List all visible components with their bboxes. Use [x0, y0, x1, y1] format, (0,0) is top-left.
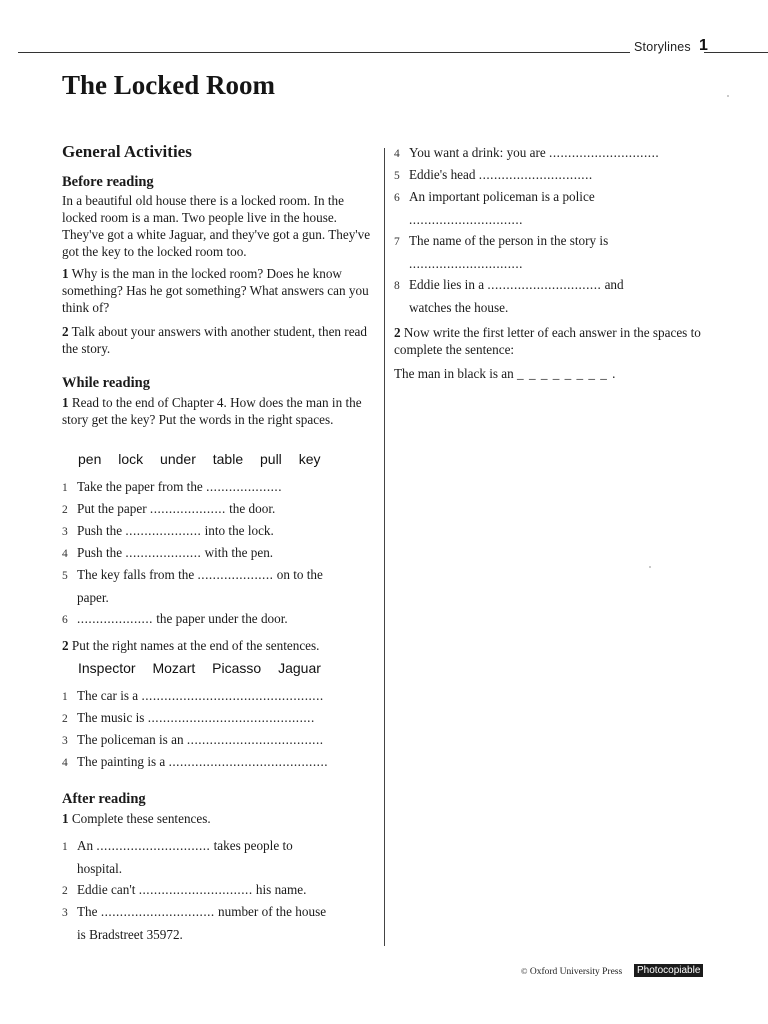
word-bank-1	[78, 451, 333, 468]
list-item: 2 The music is ............................................	[62, 710, 315, 725]
header-rule-right	[704, 52, 768, 53]
copyright-icon: ©	[521, 966, 528, 976]
task-number: 1	[62, 811, 69, 826]
series-label: Storylines	[634, 40, 691, 54]
final-sentence-text: The man in black is an	[394, 366, 514, 381]
before-reading-heading: Before reading	[62, 174, 154, 190]
list-item: 5 The key falls from the .................... on to the paper.	[62, 567, 323, 605]
publisher-name: Oxford University Press	[529, 967, 623, 977]
word-bank-word: under	[160, 451, 196, 467]
task-text: Put the right names at the end of the sentences.	[71, 638, 320, 653]
before-reading-task-1	[62, 265, 377, 316]
list-item: 6 An important policeman is a police ..............................	[394, 189, 595, 227]
list-item: 4 Push the .................... with the pen.	[62, 545, 274, 560]
final-sentence	[394, 365, 709, 382]
before-reading-intro: In a beautiful old house there is a locked room. In the locked room is a man. Two people live in the house. They've got a white Jaguar, and they've got a gun. They've got the key to the locked room too.	[62, 193, 371, 259]
word-bank-word: pull	[260, 451, 282, 467]
while-reading-task-1	[62, 394, 377, 428]
word-bank-word: Mozart	[152, 660, 196, 676]
word-bank-2	[78, 660, 334, 677]
word-bank-word: Inspector	[78, 660, 136, 676]
task-number: 2	[62, 638, 69, 653]
word-bank-word: Picasso	[212, 660, 262, 676]
while-reading-task-2	[62, 637, 377, 654]
scan-speck	[727, 95, 729, 97]
right-task-2	[394, 324, 709, 358]
after-reading-task-1	[62, 810, 377, 827]
list-item: 3 The policeman is an ....................................	[62, 732, 324, 747]
task-number: 1	[62, 395, 69, 410]
task-number: 1	[62, 266, 69, 281]
photocopiable-badge: Photocopiable	[634, 964, 703, 977]
list-item: 2 Eddie can't .............................. his name.	[62, 882, 307, 897]
word-bank-word: key	[298, 451, 321, 467]
page-title: The Locked Room	[62, 70, 276, 100]
list-item: 4 You want a drink: you are .............................	[394, 145, 660, 160]
task-text: Now write the first letter of each answer in the spaces to complete the sentence:	[394, 325, 701, 357]
list-item: 5 Eddie's head ..............................	[394, 167, 593, 182]
series-level-number: 1	[699, 37, 708, 54]
scan-speck	[649, 566, 651, 568]
task-text: Talk about your answers with another student, then read the story.	[62, 324, 368, 356]
list-item: 4 The painting is a ..........................................	[62, 754, 329, 769]
list-item: 2 Put the paper .................... the door.	[62, 501, 276, 516]
word-bank-word: Jaguar	[278, 660, 321, 676]
list-item: 6 .................... the paper under the door.	[62, 611, 288, 626]
list-item: 1 An .............................. takes people to hospital.	[62, 838, 293, 876]
final-sentence-blanks: _ _ _ _ _ _ _ _ .	[517, 366, 617, 381]
list-item: 1 Take the paper from the ....................	[62, 479, 282, 494]
task-number: 2	[62, 324, 69, 339]
word-bank-word: lock	[118, 451, 144, 467]
list-item: 3 The .............................. number of the house is Bradstreet 35972.	[62, 904, 327, 942]
after-reading-heading: After reading	[62, 791, 146, 807]
task-text: Read to the end of Chapter 4. How does the man in the story get the key? Put the words in the right spaces.	[62, 395, 362, 427]
footer-publisher	[521, 966, 622, 977]
list-item: 1 The car is a ................................................	[62, 688, 324, 703]
task-number: 2	[394, 325, 401, 340]
word-bank-word: pen	[78, 451, 102, 467]
list-item: 3 Push the .................... into the lock.	[62, 523, 274, 538]
header-rule-left	[18, 52, 630, 53]
list-item: 7 The name of the person in the story is ..............................	[394, 233, 609, 271]
task-text: Complete these sentences.	[71, 811, 211, 826]
general-activities-heading: General Activities	[62, 142, 192, 161]
before-reading-task-2	[62, 323, 377, 357]
column-divider	[384, 148, 385, 946]
word-bank-word: table	[212, 451, 244, 467]
while-reading-heading: While reading	[62, 375, 150, 391]
list-item: 8 Eddie lies in a .............................. and watches the house.	[394, 277, 624, 315]
task-text: Why is the man in the locked room? Does he know something? Has he got something? What answers can you think of?	[62, 266, 369, 315]
